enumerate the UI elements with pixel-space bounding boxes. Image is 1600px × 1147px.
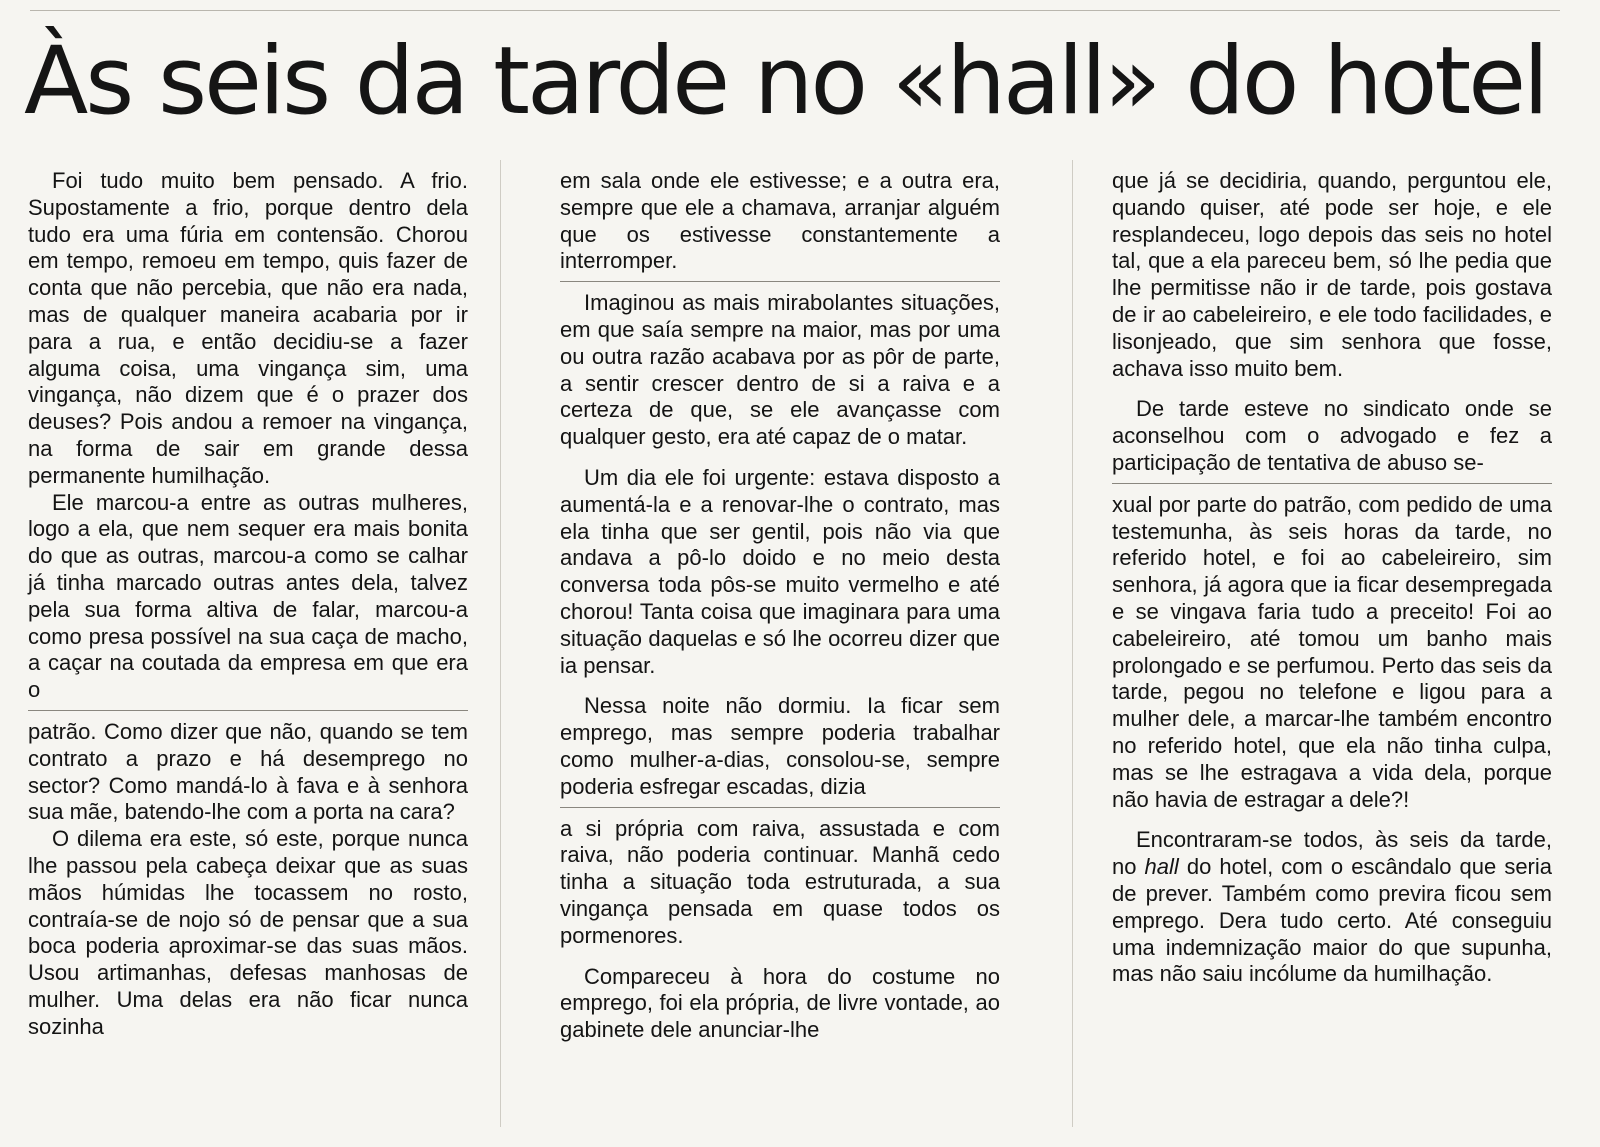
paragraph: De tarde esteve no sindicato onde se aconselhou com o advogado e fez a participação de tentativa de abuso se- bbox=[1112, 396, 1552, 475]
column-3 bbox=[1112, 168, 1552, 1127]
column-divider bbox=[1072, 160, 1073, 1127]
column-2 bbox=[560, 168, 1000, 1127]
text-fragment bbox=[28, 168, 468, 704]
fragment-cut-line bbox=[28, 710, 468, 711]
paragraph: O dilema era este, só este, porque nunca lhe passou pela cabeça deixar que as suas mãos húmidas lhe tocassem no rosto, contraía-se de nojo só de pensar que a sua boca poderia aproximar-se das suas mãos. Usou artimanhas, defesas manhosas de mulher. Uma delas era não ficar nunca sozinha bbox=[28, 826, 468, 1039]
fragment-cut-line bbox=[560, 281, 1000, 282]
text-fragment bbox=[1112, 492, 1552, 988]
paragraph: Foi tudo muito bem pensado. A frio. Supostamente a frio, porque dentro dela tudo era uma fúria em contensão. Chorou em tempo, remoeu em tempo, quis fazer de conta que não percebia, que não era nada, mas de qualquer maneira acabaria por ir para a rua, e então decidiu-se a fazer alguma coisa, uma vingança sim, uma vingança, não dizem que é o prazer dos deuses? Pois andou a remoer na vingança, na forma de sair em grande dessa permanente humilhação. bbox=[28, 168, 468, 488]
fragment-cut-line bbox=[1112, 483, 1552, 484]
paragraph: Encontraram-se todos, às seis da tarde, no hall do hotel, com o escândalo que seria de prever. Também como previra ficou sem emprego. Dera tudo certo. Até conseguiu uma indemnização maior do que supunha, mas não saiu incólume da humilhação. bbox=[1112, 827, 1553, 987]
text-fragment bbox=[560, 816, 1000, 1044]
paragraph: Compareceu à hora do costume no emprego, foi ela própria, de livre vontade, ao gabinete dele anunciar-lhe bbox=[560, 963, 1000, 1043]
headline: Às seis da tarde no «hall» do hotel bbox=[24, 27, 1547, 136]
fragment-cut-line bbox=[560, 807, 1000, 808]
text-fragment bbox=[560, 168, 1000, 275]
column-1 bbox=[28, 168, 468, 1127]
text-fragment bbox=[1112, 168, 1552, 477]
text-fragment bbox=[28, 719, 468, 1041]
paragraph: que já se decidiria, quando, perguntou ele, quando quiser, até pode ser hoje, e ele resplandeceu, logo depois das seis no hotel tal, que a ela pareceu bem, só lhe pedia que lhe permitisse não ir de tarde, pois gostava de ir ao cabeleireiro, e ele todo facilidades, e lisonjeado, que sim senhora que fosse, achava isso muito bem. bbox=[1112, 168, 1552, 381]
paragraph: Ele marcou-a entre as outras mulheres, logo a ela, que nem sequer era mais bonita do que as outras, marcou-a como se calhar já tinha marcado outras antes dela, talvez pela sua forma altiva de falar, marcou-a como presa possível na sua caça de macho, a caçar na coutada da empresa em que era o bbox=[28, 489, 468, 703]
column-divider bbox=[500, 160, 501, 1127]
top-rule bbox=[30, 10, 1560, 11]
paragraph: a si própria com raiva, assustada e com raiva, não poderia continuar. Manhã cedo tinha a situação toda estruturada, a sua vingança pensada em quase todos os pormenores. bbox=[560, 815, 1000, 948]
paragraph: Nessa noite não dormiu. Ia ficar sem emprego, mas sempre poderia trabalhar como mulher-a-dias, consolou-se, sempre poderia esfregar escadas, dizia bbox=[560, 693, 1000, 799]
paragraph: Um dia ele foi urgente: estava disposto a aumentá-la e a renovar-lhe o contrato, mas ela tinha que ser gentil, pois não via que andava a pô-lo doido e no meio desta conversa toda pôs-se muito vermelho e até chorou! Tanta coisa que imaginara para uma situação daquelas e só lhe ocorreu dizer que ia pensar. bbox=[560, 464, 1000, 678]
text-fragment bbox=[560, 290, 1000, 800]
paragraph: em sala onde ele estivesse; e a outra era, sempre que ele a chamava, arranjar alguém que os estivesse constantemente a interromper. bbox=[560, 168, 1000, 274]
paragraph: Imaginou as mais mirabolantes situações, em que saía sempre na maior, mas por uma ou outra razão acabava por as pôr de parte, a sentir crescer dentro de si a raiva e a certeza de que, se ele avançasse com qualquer gesto, era até capaz de o matar. bbox=[560, 290, 1000, 450]
paragraph: xual por parte do patrão, com pedido de uma testemunha, às seis horas da tarde, no referido hotel, e foi ao cabeleireiro, sim senhora, já agora que ia ficar desempregada e se vingava faria tudo a preceito! Foi ao cabeleireiro, até tomou um banho mais prolongado e se perfumou. Perto das seis da tarde, pegou no telefone e ligou para a mulher dele, a marcar-lhe também encontro no referido hotel, que ela não tinha culpa, mas se lhe estragava a vida dela, porque não havia de estragar a dele?! bbox=[1112, 491, 1552, 812]
italic-word: hall bbox=[1144, 854, 1179, 880]
paragraph: patrão. Como dizer que não, quando se tem contrato a prazo e há desemprego no sector? Como mandá-lo à fava e à senhora sua mãe, batendo-lhe com a porta na cara? bbox=[28, 718, 468, 825]
